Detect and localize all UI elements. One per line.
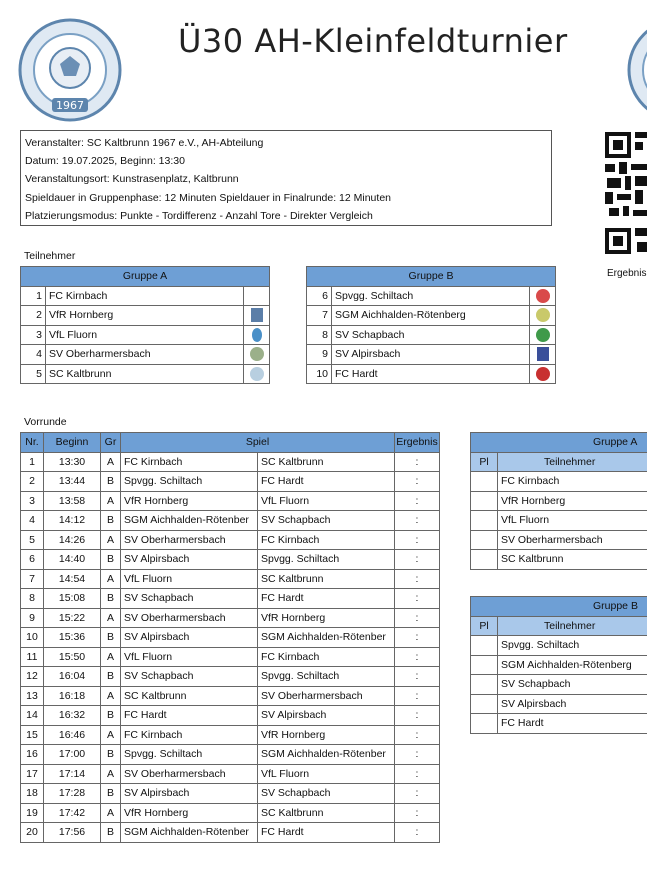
away-team: SV Oberharmersbach: [258, 686, 395, 706]
home-team: SV Oberharmersbach: [121, 530, 258, 550]
table-row: [21, 706, 440, 726]
match-group: B: [101, 667, 121, 687]
group-a-participants: [20, 266, 270, 384]
table-row: SV Oberharmersbach: [471, 530, 647, 550]
table-row: [21, 803, 440, 823]
match-group: B: [101, 784, 121, 804]
match-group: A: [101, 452, 121, 472]
team-name: FC Kirnbach: [46, 286, 244, 306]
col-ergebnis: Ergebnis: [395, 433, 440, 453]
match-start: 14:40: [44, 550, 101, 570]
match-group: B: [101, 628, 121, 648]
standings-a-title: Gruppe A: [471, 433, 647, 453]
match-start: 14:12: [44, 511, 101, 531]
away-team: VfR Hornberg: [258, 608, 395, 628]
team-name: Spvgg. Schiltach: [332, 286, 530, 306]
table-row: FC Hardt: [471, 714, 647, 734]
table-row: SV Schapbach: [471, 675, 647, 695]
home-team: VfL Fluorn: [121, 569, 258, 589]
match-start: 13:44: [44, 472, 101, 492]
match-result[interactable]: :: [395, 764, 440, 784]
match-result[interactable]: :: [395, 608, 440, 628]
list-item: 4 SV Oberharmersbach: [21, 345, 270, 365]
match-nr: 3: [21, 491, 44, 511]
table-row: VfR Hornberg: [471, 491, 647, 511]
match-nr: 1: [21, 452, 44, 472]
away-team: Spvgg. Schiltach: [258, 550, 395, 570]
match-start: 15:36: [44, 628, 101, 648]
col-teilnehmer: Teilnehmer: [498, 452, 647, 472]
home-team: FC Kirnbach: [121, 725, 258, 745]
match-start: 17:56: [44, 823, 101, 843]
match-nr: 2: [21, 472, 44, 492]
match-result[interactable]: :: [395, 452, 440, 472]
away-team: FC Hardt: [258, 472, 395, 492]
match-nr: 4: [21, 511, 44, 531]
table-row: SV Alpirsbach: [471, 694, 647, 714]
club-logo-left: [18, 18, 122, 127]
table-row: [21, 784, 440, 804]
table-row: [21, 764, 440, 784]
team-name: SC Kaltbrunn: [46, 364, 244, 384]
match-group: B: [101, 472, 121, 492]
home-team: SGM Aichhalden-Rötenber: [121, 511, 258, 531]
list-item: 3 VfL Fluorn: [21, 325, 270, 345]
match-nr: 6: [21, 550, 44, 570]
table-row: [21, 823, 440, 843]
home-team: VfR Hornberg: [121, 803, 258, 823]
home-team: SC Kaltbrunn: [121, 686, 258, 706]
match-nr: 13: [21, 686, 44, 706]
table-row: Spvgg. Schiltach: [471, 636, 647, 656]
qr-code-icon: [603, 130, 647, 258]
group-a-title: Gruppe A: [21, 267, 270, 287]
match-group: B: [101, 745, 121, 765]
match-nr: 9: [21, 608, 44, 628]
home-team: SV Schapbach: [121, 667, 258, 687]
home-team: SGM Aichhalden-Rötenber: [121, 823, 258, 843]
match-start: 17:00: [44, 745, 101, 765]
col-pl: Pl: [471, 452, 498, 472]
match-result[interactable]: :: [395, 511, 440, 531]
away-team: VfR Hornberg: [258, 725, 395, 745]
match-result[interactable]: :: [395, 803, 440, 823]
table-row: [21, 628, 440, 648]
match-nr: 18: [21, 784, 44, 804]
match-start: 13:30: [44, 452, 101, 472]
away-team: SC Kaltbrunn: [258, 452, 395, 472]
info-date: Datum: 19.07.2025, Beginn: 13:30: [25, 155, 185, 168]
table-row: [21, 569, 440, 589]
match-result[interactable]: :: [395, 628, 440, 648]
crest-icon: [250, 367, 264, 381]
match-nr: 10: [21, 628, 44, 648]
table-row: [21, 686, 440, 706]
table-row: [21, 472, 440, 492]
info-organizer: Veranstalter: SC Kaltbrunn 1967 e.V., AH-Abteilung: [25, 137, 264, 149]
team-name: SV Schapbach: [332, 325, 530, 345]
away-team: SC Kaltbrunn: [258, 803, 395, 823]
info-venue: Veranstaltungsort: Kunstrasenplatz, Kaltbrunn: [25, 173, 239, 186]
match-start: 16:46: [44, 725, 101, 745]
table-row: [21, 550, 440, 570]
away-team: Spvgg. Schiltach: [258, 667, 395, 687]
match-schedule: [20, 432, 440, 843]
match-result[interactable]: :: [395, 589, 440, 609]
group-b-title: Gruppe B: [307, 267, 556, 287]
list-item: 7 SGM Aichhalden-Rötenberg: [307, 306, 556, 326]
crest-icon: [536, 367, 550, 381]
away-team: FC Hardt: [258, 589, 395, 609]
match-result[interactable]: :: [395, 550, 440, 570]
match-group: B: [101, 823, 121, 843]
table-row: FC Kirnbach: [471, 472, 647, 492]
match-group: A: [101, 569, 121, 589]
club-logo-icon: [18, 18, 122, 122]
crest-icon: [536, 328, 550, 342]
preliminary-round-heading: Vorrunde: [24, 416, 67, 428]
match-start: 16:32: [44, 706, 101, 726]
match-start: 17:14: [44, 764, 101, 784]
away-team: SV Schapbach: [258, 511, 395, 531]
list-item: 10 FC Hardt: [307, 364, 556, 384]
list-item: 9 SV Alpirsbach: [307, 345, 556, 365]
home-team: SV Schapbach: [121, 589, 258, 609]
match-nr: 20: [21, 823, 44, 843]
away-team: SC Kaltbrunn: [258, 569, 395, 589]
svg-text:1967: 1967: [56, 99, 84, 112]
info-duration: Spieldauer in Gruppenphase: 12 Minuten Spieldauer in Finalrunde: 12 Minuten: [25, 191, 391, 204]
match-group: A: [101, 764, 121, 784]
list-item: 8 SV Schapbach: [307, 325, 556, 345]
away-team: SGM Aichhalden-Rötenber: [258, 628, 395, 648]
crest-icon: [252, 328, 262, 342]
page-title: Ü30 AH-Kleinfeldturnier: [178, 22, 568, 60]
info-ranking: Platzierungsmodus: Punkte - Tordifferenz - Anzahl Tore - Direkter Vergleich: [25, 209, 373, 222]
match-nr: 11: [21, 647, 44, 667]
home-team: Spvgg. Schiltach: [121, 472, 258, 492]
away-team: VfL Fluorn: [258, 764, 395, 784]
group-b-participants: [306, 266, 556, 384]
match-result[interactable]: :: [395, 667, 440, 687]
match-result[interactable]: :: [395, 472, 440, 492]
match-group: A: [101, 725, 121, 745]
team-name: SGM Aichhalden-Rötenberg: [332, 306, 530, 326]
list-item: 6 Spvgg. Schiltach: [307, 286, 556, 306]
match-start: 13:58: [44, 491, 101, 511]
match-nr: 16: [21, 745, 44, 765]
crest-icon: [536, 308, 550, 322]
home-team: FC Kirnbach: [121, 452, 258, 472]
list-item: 1 FC Kirnbach: [21, 286, 270, 306]
table-row: [21, 511, 440, 531]
match-result[interactable]: :: [395, 725, 440, 745]
participants-heading: Teilnehmer: [24, 250, 76, 262]
match-start: 14:54: [44, 569, 101, 589]
match-nr: 17: [21, 764, 44, 784]
table-row: [21, 647, 440, 667]
match-result[interactable]: :: [395, 647, 440, 667]
table-row: [21, 608, 440, 628]
table-row: [21, 589, 440, 609]
col-teilnehmer: Teilnehmer: [498, 616, 647, 636]
home-team: Spvgg. Schiltach: [121, 745, 258, 765]
away-team: SGM Aichhalden-Rötenber: [258, 745, 395, 765]
home-team: SV Alpirsbach: [121, 628, 258, 648]
crest-icon: [536, 289, 550, 303]
match-nr: 7: [21, 569, 44, 589]
group-b-standings: [470, 596, 647, 734]
table-row: [21, 745, 440, 765]
crest-icon: [537, 347, 549, 361]
table-row: VfL Fluorn: [471, 511, 647, 531]
match-nr: 5: [21, 530, 44, 550]
match-group: B: [101, 511, 121, 531]
club-logo-icon: [627, 18, 647, 122]
match-group: B: [101, 706, 121, 726]
away-team: SV Alpirsbach: [258, 706, 395, 726]
col-gr: Gr: [101, 433, 121, 453]
match-start: 16:18: [44, 686, 101, 706]
match-result[interactable]: :: [395, 745, 440, 765]
match-nr: 12: [21, 667, 44, 687]
match-group: A: [101, 608, 121, 628]
match-result[interactable]: :: [395, 530, 440, 550]
home-team: VfL Fluorn: [121, 647, 258, 667]
away-team: VfL Fluorn: [258, 491, 395, 511]
table-row: [21, 491, 440, 511]
match-group: A: [101, 686, 121, 706]
match-result[interactable]: :: [395, 784, 440, 804]
home-team: FC Hardt: [121, 706, 258, 726]
col-beginn: Beginn: [44, 433, 101, 453]
match-nr: 8: [21, 589, 44, 609]
club-logo-right: [627, 18, 647, 122]
home-team: SV Alpirsbach: [121, 784, 258, 804]
match-start: 17:42: [44, 803, 101, 823]
match-group: A: [101, 530, 121, 550]
team-name: SV Alpirsbach: [332, 345, 530, 365]
match-start: 17:28: [44, 784, 101, 804]
tournament-info: [20, 130, 552, 226]
match-result[interactable]: :: [395, 686, 440, 706]
match-result[interactable]: :: [395, 569, 440, 589]
match-group: B: [101, 550, 121, 570]
match-start: 14:26: [44, 530, 101, 550]
qr-label: Ergebnis: [607, 268, 647, 279]
team-name: SV Oberharmersbach: [46, 345, 244, 365]
list-item: 5 SC Kaltbrunn: [21, 364, 270, 384]
match-result[interactable]: :: [395, 706, 440, 726]
home-team: VfR Hornberg: [121, 491, 258, 511]
away-team: FC Kirnbach: [258, 530, 395, 550]
away-team: FC Kirnbach: [258, 647, 395, 667]
team-name: VfL Fluorn: [46, 325, 244, 345]
match-group: A: [101, 647, 121, 667]
match-nr: 15: [21, 725, 44, 745]
match-nr: 19: [21, 803, 44, 823]
home-team: SV Oberharmersbach: [121, 608, 258, 628]
match-group: A: [101, 803, 121, 823]
table-row: SC Kaltbrunn: [471, 550, 647, 570]
table-row: [21, 725, 440, 745]
table-row: [21, 452, 440, 472]
match-start: 16:04: [44, 667, 101, 687]
match-result[interactable]: :: [395, 491, 440, 511]
away-team: FC Hardt: [258, 823, 395, 843]
crest-icon: [251, 308, 263, 322]
match-start: 15:50: [44, 647, 101, 667]
list-item: 2 VfR Hornberg: [21, 306, 270, 326]
match-start: 15:08: [44, 589, 101, 609]
col-spiel: Spiel: [121, 433, 395, 453]
home-team: SV Oberharmersbach: [121, 764, 258, 784]
home-team: SV Alpirsbach: [121, 550, 258, 570]
match-result[interactable]: :: [395, 823, 440, 843]
table-row: [21, 667, 440, 687]
standings-b-title: Gruppe B: [471, 597, 647, 617]
group-a-standings: [470, 432, 647, 570]
table-row: [21, 530, 440, 550]
match-start: 15:22: [44, 608, 101, 628]
team-name: VfR Hornberg: [46, 306, 244, 326]
match-nr: 14: [21, 706, 44, 726]
away-team: SV Schapbach: [258, 784, 395, 804]
match-group: A: [101, 491, 121, 511]
col-nr: Nr.: [21, 433, 44, 453]
col-pl: Pl: [471, 616, 498, 636]
crest-icon: [250, 347, 264, 361]
qr-code[interactable]: [603, 130, 647, 258]
table-row: SGM Aichhalden-Rötenberg: [471, 655, 647, 675]
team-name: FC Hardt: [332, 364, 530, 384]
match-group: B: [101, 589, 121, 609]
